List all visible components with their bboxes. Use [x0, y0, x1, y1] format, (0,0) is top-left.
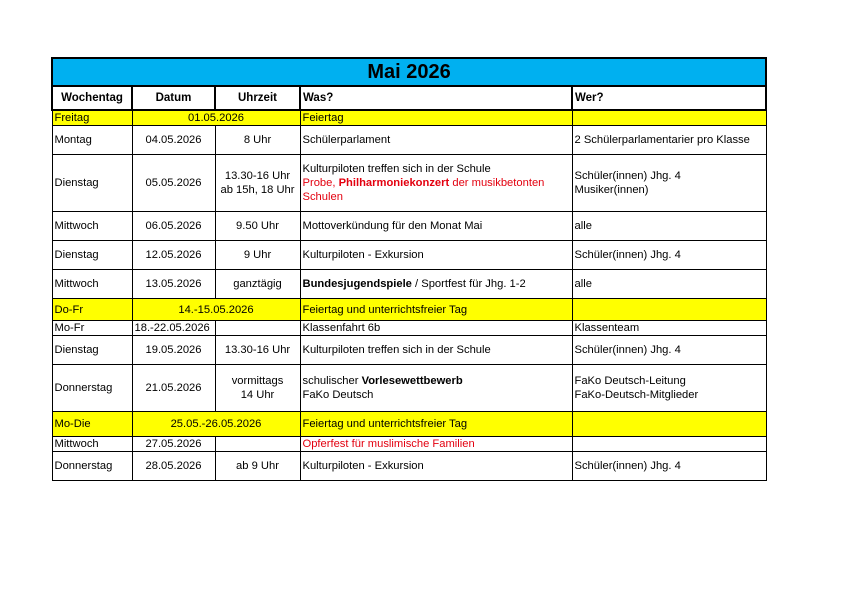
cell-date: 18.-22.05.2026	[132, 321, 215, 336]
cell-what: Mottoverkündung für den Monat Mai	[300, 212, 572, 241]
time-line: vormittags	[231, 375, 284, 387]
what-line-red: Schulen	[302, 191, 343, 203]
cell-weekday: Do-Fr	[52, 299, 132, 321]
table-row	[52, 270, 766, 299]
table-row	[52, 336, 766, 365]
header-what: Was?	[300, 86, 572, 110]
page-title: Mai 2026	[52, 58, 766, 86]
table-row	[52, 110, 766, 126]
cell-weekday: Dienstag	[52, 241, 132, 270]
cell-who: alle	[572, 270, 766, 299]
time-line: 14 Uhr	[240, 389, 275, 401]
what-text: Probe,	[302, 177, 339, 189]
cell-weekday: Mittwoch	[52, 437, 132, 452]
cell-who: alle	[572, 212, 766, 241]
cell-weekday: Freitag	[52, 110, 132, 126]
what-text: der musikbetonten	[449, 177, 545, 189]
cell-time: 9 Uhr	[215, 241, 300, 270]
header-who: Wer?	[572, 86, 766, 110]
what-text: schulischer	[302, 375, 362, 387]
table-row	[52, 452, 766, 481]
schedule-table	[51, 57, 767, 481]
cell-who: Schüler(innen) Jhg. 4	[572, 452, 766, 481]
table-row	[52, 365, 766, 412]
table-row	[52, 299, 766, 321]
time-line: 13.30-16 Uhr	[224, 170, 291, 182]
cell-time: ab 9 Uhr	[215, 452, 300, 481]
who-line: FaKo-Deutsch-Mitglieder	[574, 389, 699, 401]
table-row	[52, 212, 766, 241]
cell-what: Feiertag und unterrichtsfreier Tag	[300, 299, 572, 321]
what-text-bold: Philharmoniekonzert	[338, 177, 450, 189]
cell-who: Schüler(innen) Jhg. 4	[572, 336, 766, 365]
cell-what: Kulturpiloten treffen sich in der Schule	[300, 336, 572, 365]
header-weekday: Wochentag	[52, 86, 132, 110]
who-line: FaKo Deutsch-Leitung	[574, 375, 686, 387]
what-text-bold: Vorlesewettbewerb	[361, 375, 463, 387]
cell-date: 12.05.2026	[132, 241, 215, 270]
cell-time	[215, 437, 300, 452]
cell-date: 13.05.2026	[132, 270, 215, 299]
cell-who	[572, 110, 766, 126]
cell-date: 25.05.-26.05.2026	[132, 412, 300, 437]
cell-who	[572, 299, 766, 321]
cell-what	[300, 365, 572, 412]
cell-what	[300, 155, 572, 212]
table-row	[52, 437, 766, 452]
cell-date: 21.05.2026	[132, 365, 215, 412]
cell-who	[572, 437, 766, 452]
cell-weekday: Donnerstag	[52, 452, 132, 481]
cell-who: Schüler(innen) Jhg. 4	[572, 241, 766, 270]
cell-what: Feiertag und unterrichtsfreier Tag	[300, 412, 572, 437]
cell-weekday: Mittwoch	[52, 212, 132, 241]
header-row	[52, 86, 766, 110]
cell-weekday: Dienstag	[52, 336, 132, 365]
cell-weekday: Mittwoch	[52, 270, 132, 299]
cell-who: Klassenteam	[572, 321, 766, 336]
cell-who	[572, 155, 766, 212]
time-line: ab 15h, 18 Uhr	[220, 184, 295, 196]
cell-time: 8 Uhr	[215, 126, 300, 155]
cell-weekday: Mo-Die	[52, 412, 132, 437]
cell-what: Schülerparlament	[300, 126, 572, 155]
what-text-bold: Bundesjugendspiele	[302, 278, 412, 290]
cell-who: 2 Schülerparlamentarier pro Klasse	[572, 126, 766, 155]
what-text: / Sportfest für Jhg. 1-2	[411, 278, 526, 290]
cell-date: 14.-15.05.2026	[132, 299, 300, 321]
cell-time	[215, 365, 300, 412]
cell-date: 01.05.2026	[132, 110, 300, 126]
cell-date: 04.05.2026	[132, 126, 215, 155]
cell-time: 13.30-16 Uhr	[215, 336, 300, 365]
cell-time: 9.50 Uhr	[215, 212, 300, 241]
cell-time	[215, 321, 300, 336]
cell-date: 27.05.2026	[132, 437, 215, 452]
table-row	[52, 126, 766, 155]
cell-date: 28.05.2026	[132, 452, 215, 481]
who-line: Schüler(innen) Jhg. 4	[574, 170, 681, 182]
table-row	[52, 155, 766, 212]
what-line-red	[303, 176, 570, 190]
cell-weekday: Donnerstag	[52, 365, 132, 412]
cell-what: Opferfest für muslimische Familien	[300, 437, 572, 452]
cell-what: Kulturpiloten - Exkursion	[300, 452, 572, 481]
who-line: Musiker(innen)	[574, 184, 649, 196]
title-row	[52, 58, 766, 86]
cell-weekday: Dienstag	[52, 155, 132, 212]
cell-who	[572, 412, 766, 437]
table-row	[52, 412, 766, 437]
table-row	[52, 321, 766, 336]
what-line	[303, 374, 570, 388]
header-time: Uhrzeit	[215, 86, 300, 110]
cell-date: 06.05.2026	[132, 212, 215, 241]
cell-what	[300, 270, 572, 299]
cell-time: ganztägig	[215, 270, 300, 299]
what-line: FaKo Deutsch	[302, 389, 374, 401]
cell-weekday: Mo-Fr	[52, 321, 132, 336]
cell-what: Klassenfahrt 6b	[300, 321, 572, 336]
table-row	[52, 241, 766, 270]
what-line: Kulturpiloten treffen sich in der Schule	[302, 163, 491, 175]
cell-what: Feiertag	[300, 110, 572, 126]
cell-time	[215, 155, 300, 212]
cell-date: 05.05.2026	[132, 155, 215, 212]
cell-what: Kulturpiloten - Exkursion	[300, 241, 572, 270]
header-date: Datum	[132, 86, 215, 110]
cell-date: 19.05.2026	[132, 336, 215, 365]
cell-weekday: Montag	[52, 126, 132, 155]
cell-who	[572, 365, 766, 412]
